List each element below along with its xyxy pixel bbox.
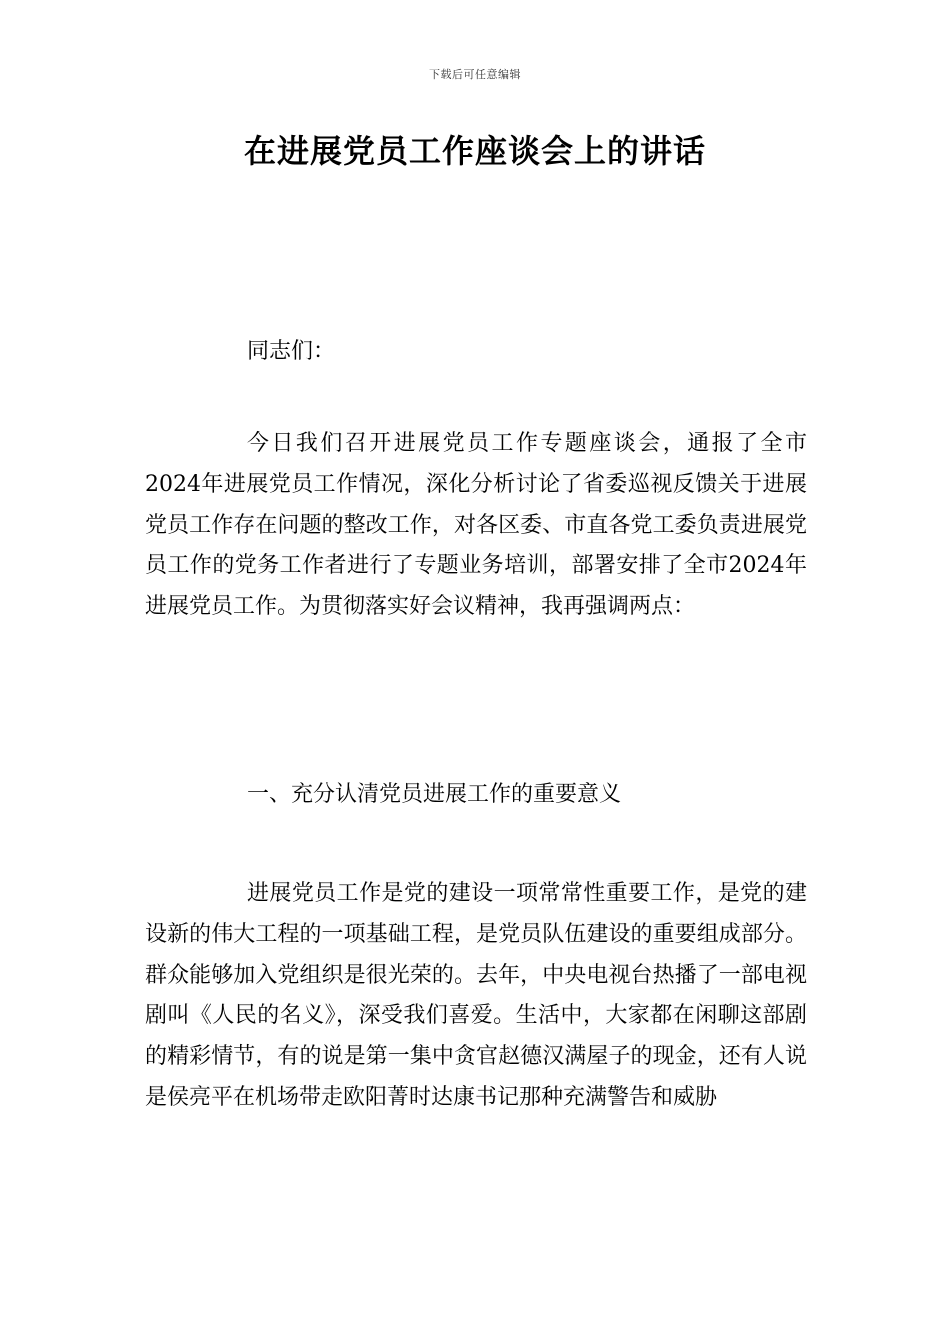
section-heading-1: 一、充分认清党员进展工作的重要意义 bbox=[247, 782, 622, 807]
download-note: 下载后可任意编辑 bbox=[429, 68, 521, 81]
paragraph-intro: 今日我们召开进展党员工作专题座谈会，通报了全市2024年进展党员工作情况，深化分析讨论了省委巡视反馈关于进展党员工作存在问题的整改工作，对各区委、市直各党工委负责进展党员工作的党务工作者进行了专题业务培训，部署安排了全市2024年进展党员工作。为贯彻落实好会议精神，我再强调两点： bbox=[145, 431, 807, 620]
document-title: 在进展党员工作座谈会上的讲话 bbox=[243, 132, 706, 170]
greeting: 同志们： bbox=[247, 339, 336, 364]
paragraph-section-1: 进展党员工作是党的建设一项常常性重要工作，是党的建设新的伟大工程的一项基础工程，是党员队伍建设的重要组成部分。群众能够加入党组织是很光荣的。去年，中央电视台热播了一部电视剧叫《人民的名义》，深受我们喜爱。生活中，大家都在闲聊这部剧的精彩情节，有的说是第一集中贪官赵德汉满屋子的现金，还有人说是侯亮平在机场带走欧阳菁时达康书记那种充满警告和威胁 bbox=[145, 881, 807, 1110]
